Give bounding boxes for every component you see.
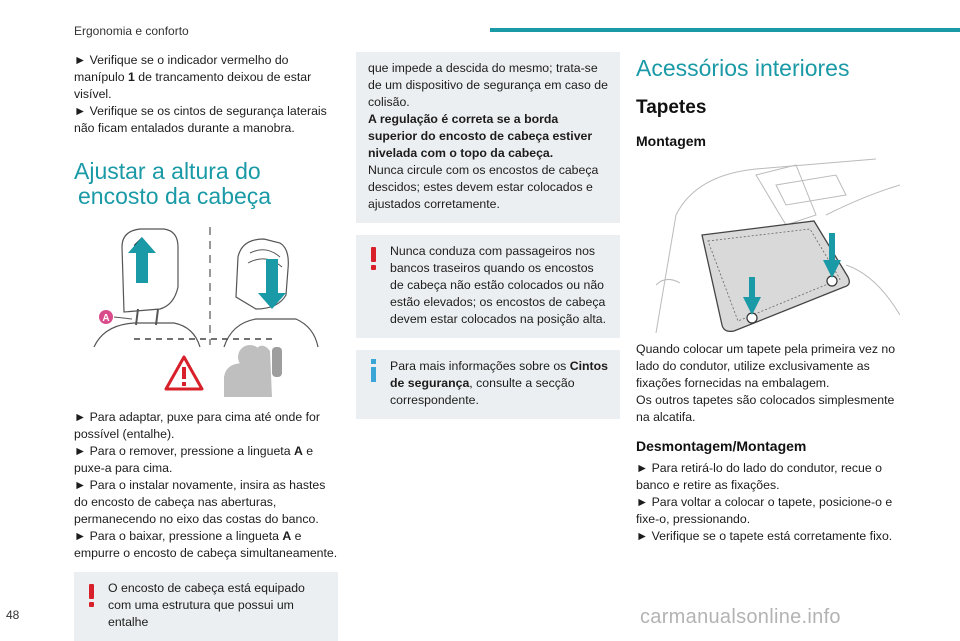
warning-notch-text: O encosto de cabeça está equipado com uma estrutura que possui um entalhe: [108, 581, 305, 629]
page-number: 48: [6, 608, 20, 622]
step-remove-mat: ► Para retirá-lo do lado do condutor, recue o banco e retire as fixações.: [636, 461, 882, 492]
floor-mat-illustration: [636, 155, 900, 335]
warning-box-notch: [74, 572, 338, 641]
column-2: [356, 52, 620, 419]
section-title-accessories: Acessórios interiores: [636, 55, 850, 81]
headrest-figure: [74, 217, 338, 397]
dismount-steps: [636, 460, 900, 545]
heading-dismount-mount: Desmontagem/Montagem: [636, 438, 807, 454]
info-box-seatbelts: [356, 350, 620, 419]
seatbelts-info-text: Para mais informações sobre os Cintos de segurança, consulte a secção correspondente.: [390, 359, 609, 407]
section-title-headrest: Ajustar a altura do encosto da cabeça: [74, 158, 272, 209]
correct-adjustment-text: A regulação é correta se a borda superior do encosto de cabeça estiver nivelada com o topo da cabeça.: [368, 112, 593, 160]
warning-box-rear-passengers: [356, 235, 620, 338]
heading-mounting: Montagem: [636, 133, 706, 149]
column-1: [74, 52, 338, 641]
rear-passengers-warning-text: Nunca conduza com passageiros nos bancos traseiros quando os encostos de cabeça não estão colocados ou não estão elevados; os encostos de cabeça devem estar colocados na posição alta.: [390, 244, 607, 326]
column-3: [636, 52, 900, 545]
warning-exclamation-icon: [86, 584, 96, 607]
running-header: Ergonomia e conforto: [74, 24, 189, 38]
header-accent-bar: [490, 28, 960, 32]
heading-mats: Tapetes: [636, 97, 707, 118]
mounting-text-2: Os outros tapetes são colocados simplesmente na alcatifa.: [636, 393, 895, 424]
mounting-text: Quando colocar um tapete pela primeira vez no lado do condutor, utilize exclusivamente as fixações fornecidas na embalagem.: [636, 342, 896, 390]
step-install: ► Para o instalar novamente, insira as hastes do encosto de cabeça nas aberturas, permanecendo no eixo das costas do banco.: [74, 478, 326, 526]
headrest-steps: [74, 409, 338, 562]
step-remove: ► Para o remover, pressione a lingueta A e puxe-a para cima.: [74, 444, 314, 475]
check-indicator-text: ► Verifique se o indicador vermelho do manípulo 1 de trancamento deixou de estar visível.: [74, 53, 312, 101]
check-belts-text: ► Verifique se os cintos de segurança laterais não ficam entalados durante a manobra.: [74, 104, 327, 135]
info-icon: [368, 359, 378, 382]
warning-box-continued: [356, 52, 620, 223]
tab-a-label: A: [102, 313, 110, 324]
notch-continued-text: que impede a descida do mesmo; trata-se de um dispositivo de segurança em caso de colisão.: [368, 61, 608, 109]
step-lower: ► Para o baixar, pressione a lingueta A e empurre o encosto de cabeça simultaneamente.: [74, 529, 338, 560]
step-refit-mat: ► Para voltar a colocar o tapete, posicione-o e fixe-o, pressionando.: [636, 495, 893, 526]
warning-exclamation-icon: [368, 247, 378, 270]
watermark: carmanualsonline.info: [640, 606, 841, 628]
floor-mat-figure: [636, 155, 900, 335]
step-check-mat: ► Verifique se o tapete está corretamente fixo.: [636, 529, 893, 543]
step-adjust: ► Para adaptar, puxe para cima até onde for possível (entalhe).: [74, 410, 320, 441]
headrest-illustration: [74, 217, 338, 397]
never-drive-lowered-text: Nunca circule com os encostos de cabeça descidos; estes devem estar colocados e ajustados corretamente.: [368, 163, 599, 211]
